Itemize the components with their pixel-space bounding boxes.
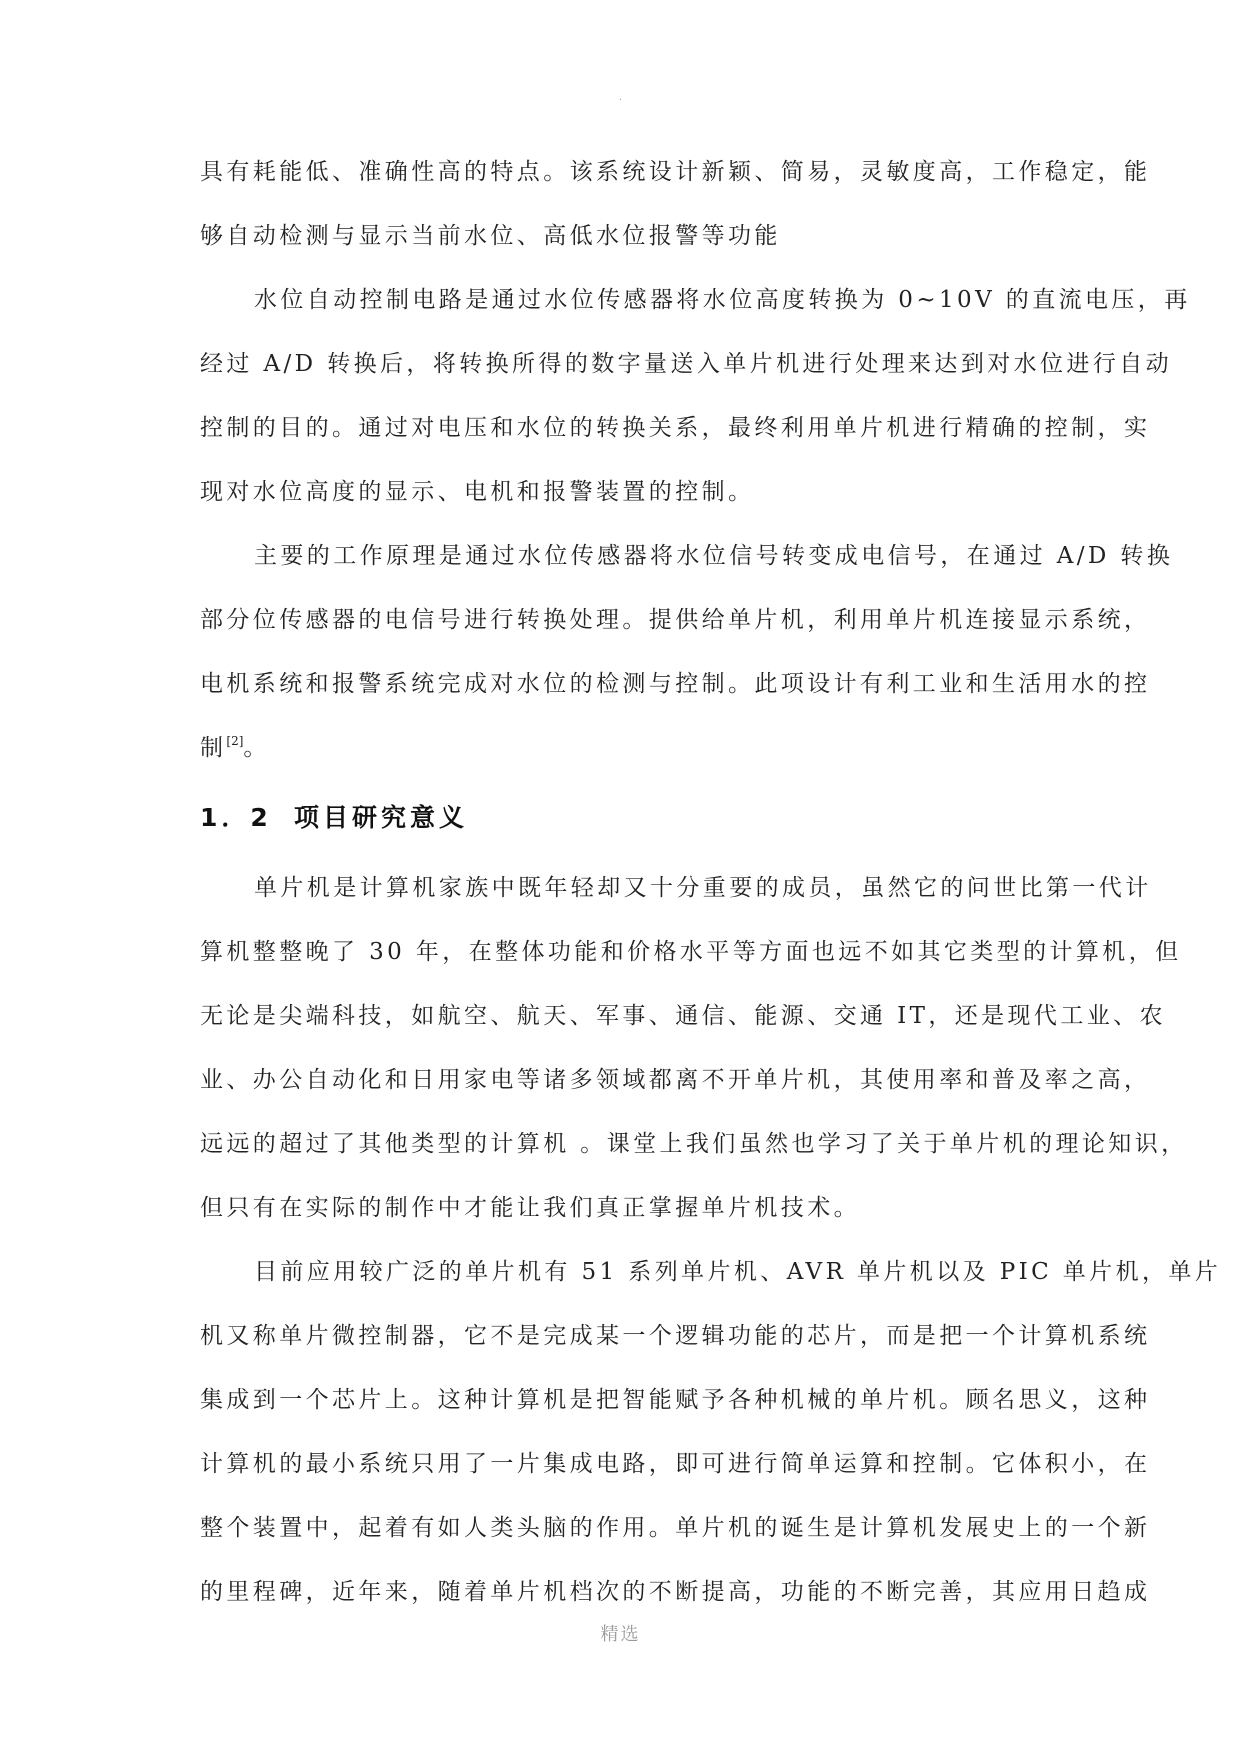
text-line: 主要的工作原理是通过水位传感器将水位信号转变成电信号，在通过 A/D 转换 (254, 543, 1174, 569)
text-line: 整个装置中，起着有如人类头脑的作用。单片机的诞生是计算机发展史上的一个新 (200, 1515, 1151, 1541)
paragraph-2 (200, 268, 1191, 524)
section-number: 1．2 (200, 803, 272, 832)
paragraph-4 (200, 856, 1188, 1240)
text-line: 业、办公自动化和日用家电等诸多领域都离不开单片机，其使用率和普及率之高， (200, 1067, 1151, 1093)
text-line: 目前应用较广泛的单片机有 51 系列单片机、AVR 单片机以及 PIC 单片机，单片 (254, 1259, 1222, 1285)
text-line: 水位自动控制电路是通过水位传感器将水位高度转换为 0~10V 的直流电压，再 (254, 287, 1191, 313)
text-line: 电机系统和报警系统完成对水位的检测与控制。此项设计有利工业和生活用水的控 (200, 671, 1151, 697)
section-heading (200, 780, 1100, 856)
text-line: 具有耗能低、准确性高的特点。该系统设计新颖、简易，灵敏度高，工作稳定，能 (200, 159, 1151, 185)
text-line: 算机整整晚了 30 年，在整体功能和价格水平等方面也远不如其它类型的计算机，但 (200, 939, 1182, 965)
text-line: 现对水位高度的显示、电机和报警装置的控制。 (200, 479, 755, 505)
paragraph-3 (200, 524, 1174, 780)
text-line: 计算机的最小系统只用了一片集成电路，即可进行简单运算和控制。它体积小，在 (200, 1451, 1151, 1477)
citation-reference: [2] (226, 734, 244, 748)
text-line: 部分位传感器的电信号进行转换处理。提供给单片机，利用单片机连接显示系统， (200, 607, 1151, 633)
text-line: 控制的目的。通过对电压和水位的转换关系，最终利用单片机进行精确的控制，实 (200, 415, 1151, 441)
text-line (200, 716, 1100, 780)
page-top-mark: . (618, 92, 623, 103)
text-line: 经过 A/D 转换后，将转换所得的数字量送入单片机进行处理来达到对水位进行自动 (200, 351, 1173, 377)
text-line: 单片机是计算机家族中既年轻却又十分重要的成员，虽然它的问世比第一代计 (254, 875, 1152, 901)
text-line: 够自动检测与显示当前水位、高低水位报警等功能 (200, 223, 781, 249)
text-line: 无论是尖端科技，如航空、航天、军事、通信、能源、交通 IT，还是现代工业、农 (200, 1003, 1166, 1029)
text-line: 远远的超过了其他类型的计算机 。课堂上我们虽然也学习了关于单片机的理论知识， (200, 1131, 1188, 1157)
text-fragment: 。 (243, 735, 270, 761)
text-line: 的里程碑，近年来，随着单片机档次的不断提高，功能的不断完善，其应用日趋成 (200, 1579, 1151, 1605)
text-fragment: 制 (200, 735, 227, 761)
text-line: 但只有在实际的制作中才能让我们真正掌握单片机技术。 (200, 1195, 860, 1221)
page-footer: 精选 (600, 1624, 641, 1645)
text-line: 机又称单片微控制器，它不是完成某一个逻辑功能的芯片，而是把一个计算机系统 (200, 1323, 1151, 1349)
section-title: 项目研究意义 (294, 803, 469, 832)
paragraph-1 (200, 140, 1151, 268)
document-body (200, 140, 1222, 1624)
paragraph-5 (200, 1240, 1222, 1624)
text-line: 集成到一个芯片上。这种计算机是把智能赋予各种机械的单片机。顾名思义，这种 (200, 1387, 1151, 1413)
